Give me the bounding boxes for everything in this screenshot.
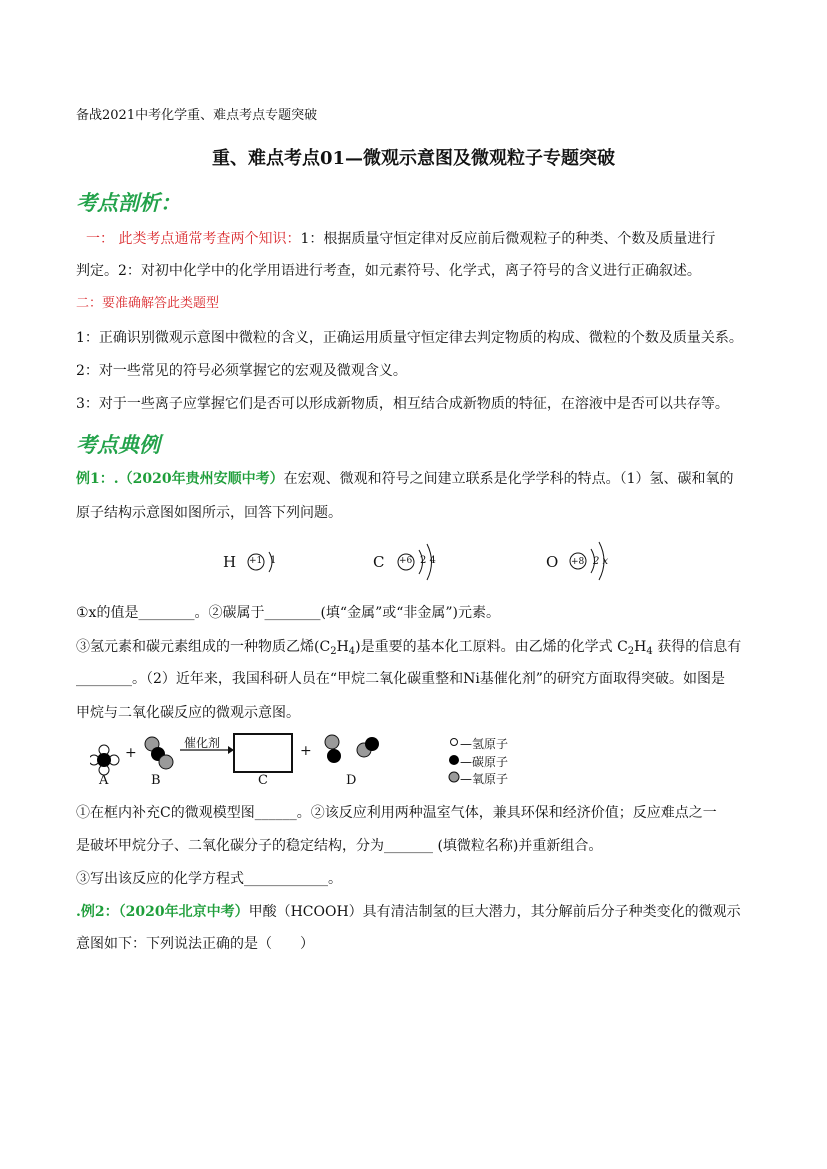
label-d: D bbox=[346, 773, 357, 788]
question-3-line-2: ________。（2）近年来，我国科研人员在“甲烷二氧化碳重整和Ni基催化剂”的研究方面取得突破。如图是 bbox=[76, 671, 725, 687]
example-1-text: 在宏观、微观和符号之间建立联系是化学学科的特点。（1）氢、碳和氧的 bbox=[283, 471, 734, 487]
paragraph-2: 二：要准确解答此类题型 bbox=[76, 296, 220, 311]
plus-sign-2: + bbox=[300, 743, 312, 759]
molecule-b bbox=[145, 737, 173, 769]
atom-symbol-c: C bbox=[373, 553, 385, 571]
q3-part-d: H bbox=[634, 639, 647, 655]
label-a: A bbox=[99, 773, 109, 788]
question-4-line-2: 是破坏甲烷分子、二氧化碳分子的稳定结构，分为_______ (填微粒名称)并重新组合。 bbox=[76, 838, 603, 854]
legend-hydrogen: —氢原子 bbox=[460, 737, 509, 751]
example-1-label: 例1：.（2020年贵州安顺中考） bbox=[76, 471, 284, 487]
q3-part-a: ③氢元素和碳元素组成的一种物质乙烯(C bbox=[76, 639, 331, 655]
example-2-text: 甲酸（HCOOH）具有清洁制氢的巨大潜力，其分解前后分子种类变化的微观示 bbox=[248, 904, 741, 920]
legend-oxygen: —氧原子 bbox=[460, 772, 509, 786]
q3-sub-1: 2 bbox=[330, 646, 337, 657]
question-3-line-1 bbox=[76, 637, 756, 657]
q3-part-c: )是重要的基本化工原料。由乙烯的化学式 C bbox=[355, 639, 628, 655]
atom-nucleus-label-h: +1 bbox=[249, 556, 263, 566]
q3-part-e: 获得的信息有 bbox=[652, 639, 742, 655]
example-2-line-2: 意图如下：下列说法正确的是（ ） bbox=[76, 936, 314, 952]
atom-electrons-o: 2 x bbox=[593, 556, 609, 567]
paragraph-1-body: 1：根据质量守恒定律对反应前后微观粒子的种类、个数及质量进行 bbox=[300, 231, 716, 247]
paragraph-1-prefix: 一： 此类考点通常考查两个知识： bbox=[86, 231, 301, 247]
atom-symbol-h: H bbox=[223, 553, 237, 571]
q3-sub-3: 2 bbox=[627, 646, 635, 657]
example-2-label: .例2：（2020年北京中考） bbox=[76, 904, 249, 920]
label-c: C bbox=[258, 773, 268, 788]
q3-sub-2: 4 bbox=[348, 646, 356, 657]
plus-sign-1: + bbox=[125, 745, 137, 761]
paragraph-1-cont: 判定。2：对初中化学中的化学用语进行考查，如元素符号、化学式，离子符号的含义进行正确叙述。 bbox=[76, 263, 701, 279]
molecule-a bbox=[90, 745, 119, 775]
example-2-line-1 bbox=[76, 902, 756, 922]
question-3-line-3: 甲烷与二氧化碳反应的微观示意图。 bbox=[76, 705, 300, 721]
atom-nucleus-label-o: +8 bbox=[571, 557, 585, 567]
label-b: B bbox=[151, 773, 161, 788]
paragraph-3: 1：正确识别微观示意图中微粒的含义，正确运用质量守恒定律去判定物质的构成、微粒的个数及质量关系。 bbox=[76, 330, 743, 346]
question-1: ①x的值是________。②碳属于________(填“金属”或“非金属”)元素。 bbox=[76, 605, 500, 621]
atom-electrons-c: 2 4 bbox=[420, 555, 436, 566]
question-5: ③写出该反应的化学方程式____________。 bbox=[76, 871, 342, 887]
q3-part-b: H bbox=[336, 639, 349, 655]
question-4-line-1: ①在框内补充C的微观模型图______。②该反应利用两种温室气体，兼具环保和经济价值；反应难点之一 bbox=[76, 805, 717, 821]
example-1-line-1 bbox=[76, 469, 756, 489]
atom-symbol-o: O bbox=[546, 553, 559, 571]
paragraph-4: 2：对一些常见的符号必须掌握它的宏观及微观含义。 bbox=[76, 363, 407, 379]
section-heading-examples: 考点典例 bbox=[76, 433, 160, 457]
legend-swatches bbox=[448, 736, 460, 786]
q3-sub-4: 4 bbox=[646, 646, 653, 657]
paragraph-5: 3：对于一些离子应掌握它们是否可以形成新物质，相互结合成新物质的特征，在溶液中是否可以共存等。 bbox=[76, 396, 729, 412]
header-line: 备战2021中考化学重、难点考点专题突破 bbox=[76, 108, 318, 123]
example-1-line-2: 原子结构示意图如图所示，回答下列问题。 bbox=[76, 505, 342, 521]
section-heading-analysis: 考点剖析： bbox=[76, 191, 181, 215]
molecule-d bbox=[325, 735, 379, 763]
atom-electrons-h: 1 bbox=[270, 555, 277, 566]
page-title: 重、难点考点01—微观示意图及微观粒子专题突破 bbox=[211, 148, 616, 169]
legend-carbon: —碳原子 bbox=[460, 755, 509, 769]
product-box-c bbox=[234, 734, 292, 772]
catalyst-label: 催化剂 bbox=[184, 736, 221, 750]
atom-nucleus-label-c: +6 bbox=[399, 556, 413, 566]
paragraph-1 bbox=[76, 229, 756, 249]
